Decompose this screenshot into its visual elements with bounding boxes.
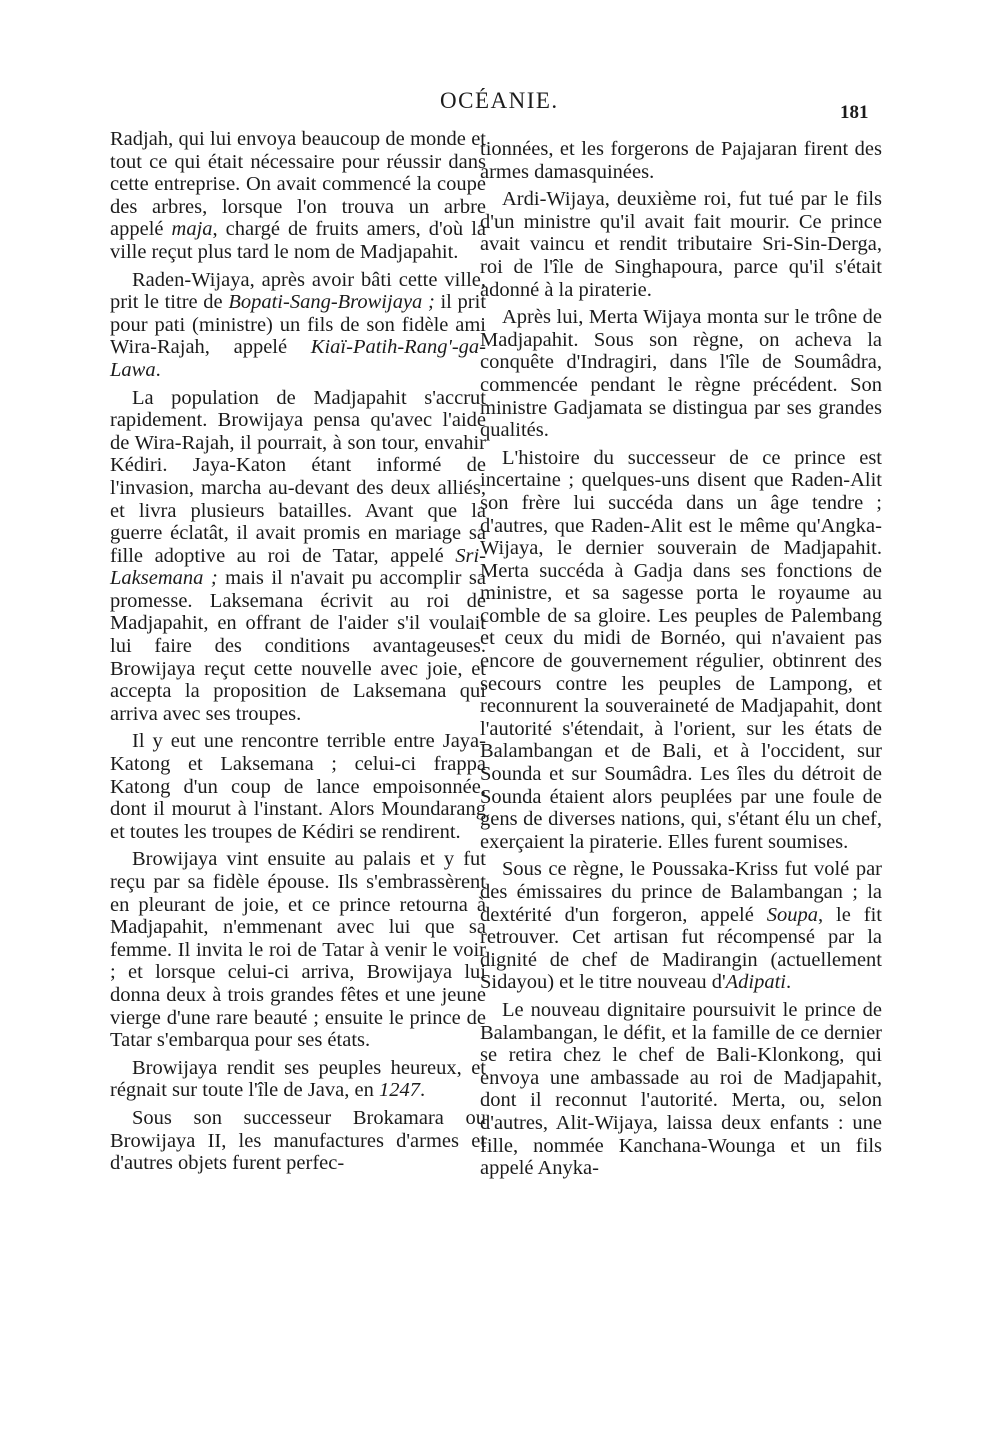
left-column (110, 128, 486, 1180)
paragraph: Après lui, Merta Wijaya monta sur le trône de Madjapahit. Sous son règne, on acheva la conquête d'Indragiri, dans l'île de Soumâdra, commencée pendant le règne précédent. Son ministre Gadjamata se distingua par ses grandes qualités. (480, 306, 882, 442)
paragraph: Ardi-Wijaya, deuxième roi, fut tué par le fils d'un ministre qu'il avait fait mourir. Ce prince avait vaincu et rendit tributaire Sri-Sin-Derga, roi de l'île de Singhapoura, parce qu'il s'était adonné à la piraterie. (480, 188, 882, 301)
paragraph: L'histoire du successeur de ce prince est incertaine ; quelques-uns disent que Raden-Alit son frère lui succéda dans un âge tendre ; d'autres, que Raden-Alit est le même qu'Angka-Wijaya, le dernier souverain de Madjapahit. Merta succéda à Gadja dans ses fonctions de ministre, et sa sagesse porta le royaume au comble de sa gloire. Les peuples de Palembang et ceux du midi de Bornéo, qui n'avaient pas encore de gouvernement régulier, obtinrent des secours contre les peuples de Lampong, et reconnurent la souveraineté de Madjapahit, dont l'autorité s'étendait, à l'orient, sur les états de Balambangan et de Bali, et à l'occident, sur Sounda et sur Soumâdra. Les îles du détroit de Sounda étaient alors peuplées par une foule de gens de diverses nations, qui, s'étant élu un chef, exerçaient la piraterie. Elles furent soumises. (480, 446, 882, 853)
right-column (480, 138, 882, 1185)
paragraph: Browijaya vint ensuite au palais et y fut reçu par sa fidèle épouse. Ils s'embrassèrent en pleurant de joie, et ce prince retourna à Madjapahit, n'emmenant avec lui que sa femme. Il invita le roi de Tatar à venir le voir ; et lorsque celui-ci arriva, Browijaya lui donna deux à trois grandes fêtes et une jeune vierge d'une rare beauté ; ensuite le prince de Tatar s'embarqua pour ses états. (110, 848, 486, 1052)
paragraph: Sous ce règne, le Poussaka-Kriss fut volé par des émissaires du prince de Balambangan ; la dextérité d'un forgeron, appelé Soupa, le fit retrouver. Cet artisan fut récompensé par la dignité de chef de Madirangin (actuellement Sidayou) et le titre nouveau d'Adipati. (480, 858, 882, 994)
paragraph: tionnées, et les forgerons de Pajajaran firent des armes damasquinées. (480, 138, 882, 183)
running-title: OCÉANIE. (440, 88, 559, 113)
paragraph: Raden-Wijaya, après avoir bâti cette ville, prit le titre de Bopati-Sang-Browijaya ; il prit pour pati (ministre) un fils de son fidèle ami Wira-Rajah, appelé Kiaï-Patih-Rang'-ga-Lawa. (110, 268, 487, 381)
paragraph: Le nouveau dignitaire poursuivit le prince de Balambangan, le défit, et la famille de ce dernier se retira chez le chef de Bali-Klonkong, qui envoya une ambassade au roi de Madjapahit, dont il reconnut l'autorité. Merta, ou, selon d'autres, Alit-Wijaya, laissa deux enfants : une fille, nommée Kanchana-Wounga et un fils appelé Anyka- (480, 998, 882, 1180)
paragraph: Sous son successeur Brokamara ou Browijaya II, les manufactures d'armes et d'autres objets furent perfec- (110, 1106, 486, 1175)
paragraph: Radjah, qui lui envoya beaucoup de monde et tout ce qui était nécessaire pour réussir dans cette entreprise. On avait commencé la coupe des arbres, lorsque l'on trouva un arbre appelé maja, chargé de fruits amers, d'où la ville reçut plus tard le nom de Madjapahit. (110, 128, 487, 263)
page-number: 181 (840, 102, 869, 123)
running-header (0, 88, 1000, 123)
paragraph: Browijaya rendit ses peuples heureux, et régnait sur toute l'île de Java, en 1247. (110, 1056, 486, 1102)
paragraph: Il y eut une rencontre terrible entre Jaya-Katong et Laksemana ; celui-ci frappa Katong d'un coup de lance empoisonnée, dont il mourut à l'instant. Alors Moundarang et toutes les troupes de Kédiri se rendirent. (110, 730, 486, 843)
paragraph: La population de Madjapahit s'accrut rapidement. Browijaya pensa qu'avec l'aide de Wira-Rajah, il pourrait, à son tour, envahir Kédiri. Jaya-Katon étant informé de l'invasion, marcha au-devant des deux alliés, et livra plusieurs batailles. Avant que la guerre éclatât, il avait promis en mariage sa fille adoptive au roi de Tatar, appelé Sri-Laksemana ; mais il n'avait pu accomplir sa promesse. Laksemana écrivit au roi de Madjapahit, en offrant de l'aider s'il voulait lui faire des conditions avantageuses. Browijaya reçut cette nouvelle avec joie, et accepta la proposition de Laksemana qui arriva avec ses troupes. (110, 386, 486, 725)
